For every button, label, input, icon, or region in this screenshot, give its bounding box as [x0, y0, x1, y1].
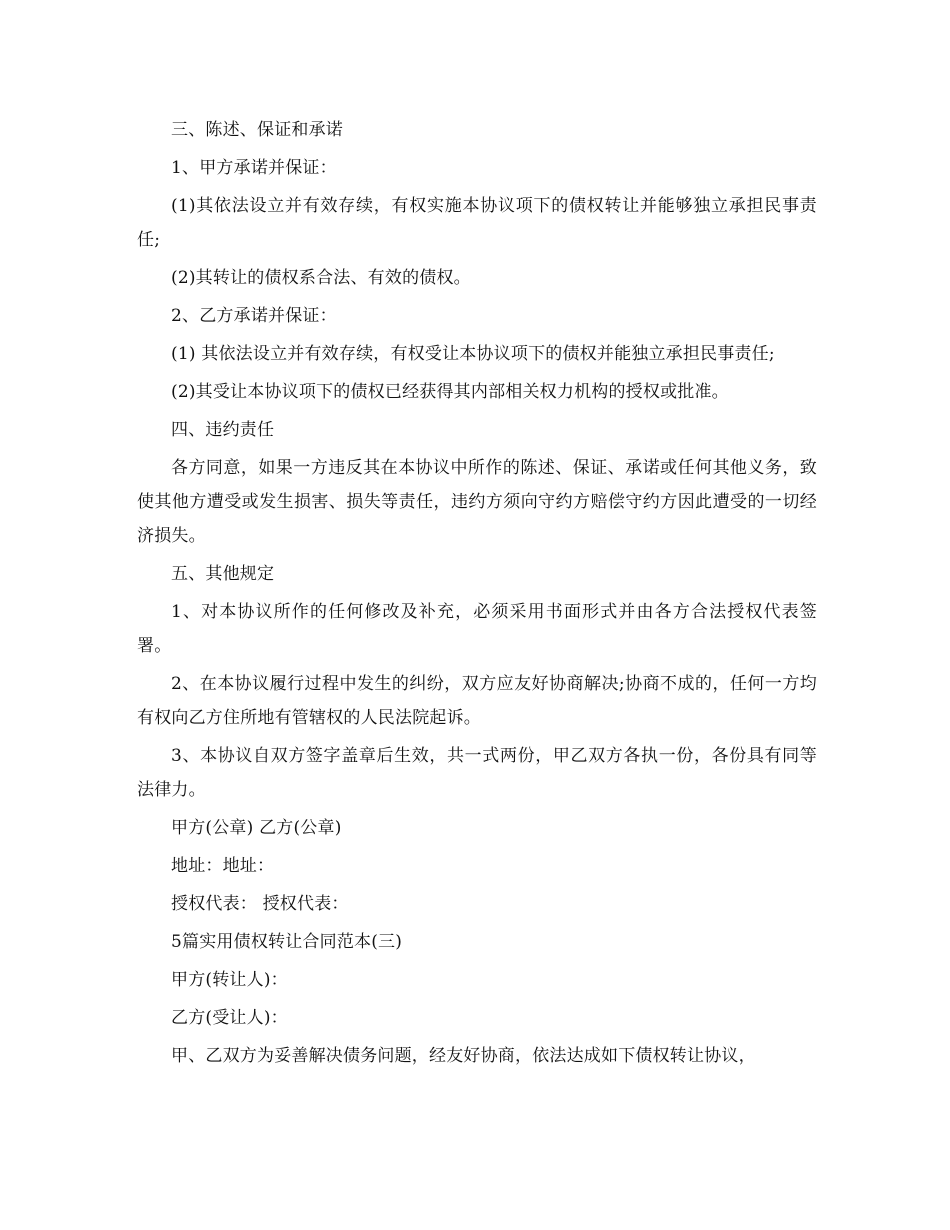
- clause-party-a-item-2: (2)其转让的债权系合法、有效的债权。: [171, 268, 471, 288]
- clause-breach-liability: 各方同意，如果一方违反其在本协议中所作的陈述、保证、承诺或任何其他义务，致使其他方遭受或发生损害、损失等责任，违约方须向守约方赔偿守约方因此遭受的一切经济损失。: [137, 458, 817, 546]
- document-body: [137, 113, 817, 1077]
- signature-seals: 甲方(公章) 乙方(公章): [171, 818, 342, 838]
- party-a-transferor: 甲方(转让人)：: [171, 970, 288, 990]
- signature-representative: 授权代表： 授权代表：: [171, 894, 349, 914]
- section-heading-breach: 四、违约责任: [171, 420, 275, 440]
- contract-template-title: 5篇实用债权转让合同范本(三): [171, 932, 403, 952]
- section-heading-representations: 三、陈述、保证和承诺: [171, 120, 343, 140]
- contract-preamble: 甲、乙双方为妥善解决债务问题，经友好协商，依法达成如下债权转让协议，: [171, 1046, 756, 1066]
- clause-other-item-3: 3、本协议自双方签字盖章后生效，共一式两份，甲乙双方各执一份，各份具有同等法律力。: [137, 746, 817, 800]
- clause-party-a-item-1: (1)其依法设立并有效存续，有权实施本协议项下的债权转让并能够独立承担民事责任;: [137, 196, 817, 250]
- party-b-transferee: 乙方(受让人)：: [171, 1008, 288, 1028]
- clause-other-item-2: 2、在本协议履行过程中发生的纠纷，双方应友好协商解决;协商不成的，任何一方均有权向乙方住所地有管辖权的人民法院起诉。: [137, 674, 817, 728]
- clause-party-a-warranty: 1、甲方承诺并保证：: [171, 158, 337, 178]
- clause-party-b-item-1: (1) 其依法设立并有效存续，有权受让本协议项下的债权并能独立承担民事责任;: [171, 344, 775, 364]
- signature-address: 地址：地址：: [171, 856, 275, 876]
- clause-party-b-warranty: 2、乙方承诺并保证：: [171, 306, 337, 326]
- clause-other-item-1: 1、对本协议所作的任何修改及补充，必须采用书面形式并由各方合法授权代表签署。: [137, 602, 817, 656]
- clause-party-b-item-2: (2)其受让本协议项下的债权已经获得其内部相关权力机构的授权或批准。: [171, 382, 729, 402]
- section-heading-other: 五、其他规定: [171, 564, 275, 584]
